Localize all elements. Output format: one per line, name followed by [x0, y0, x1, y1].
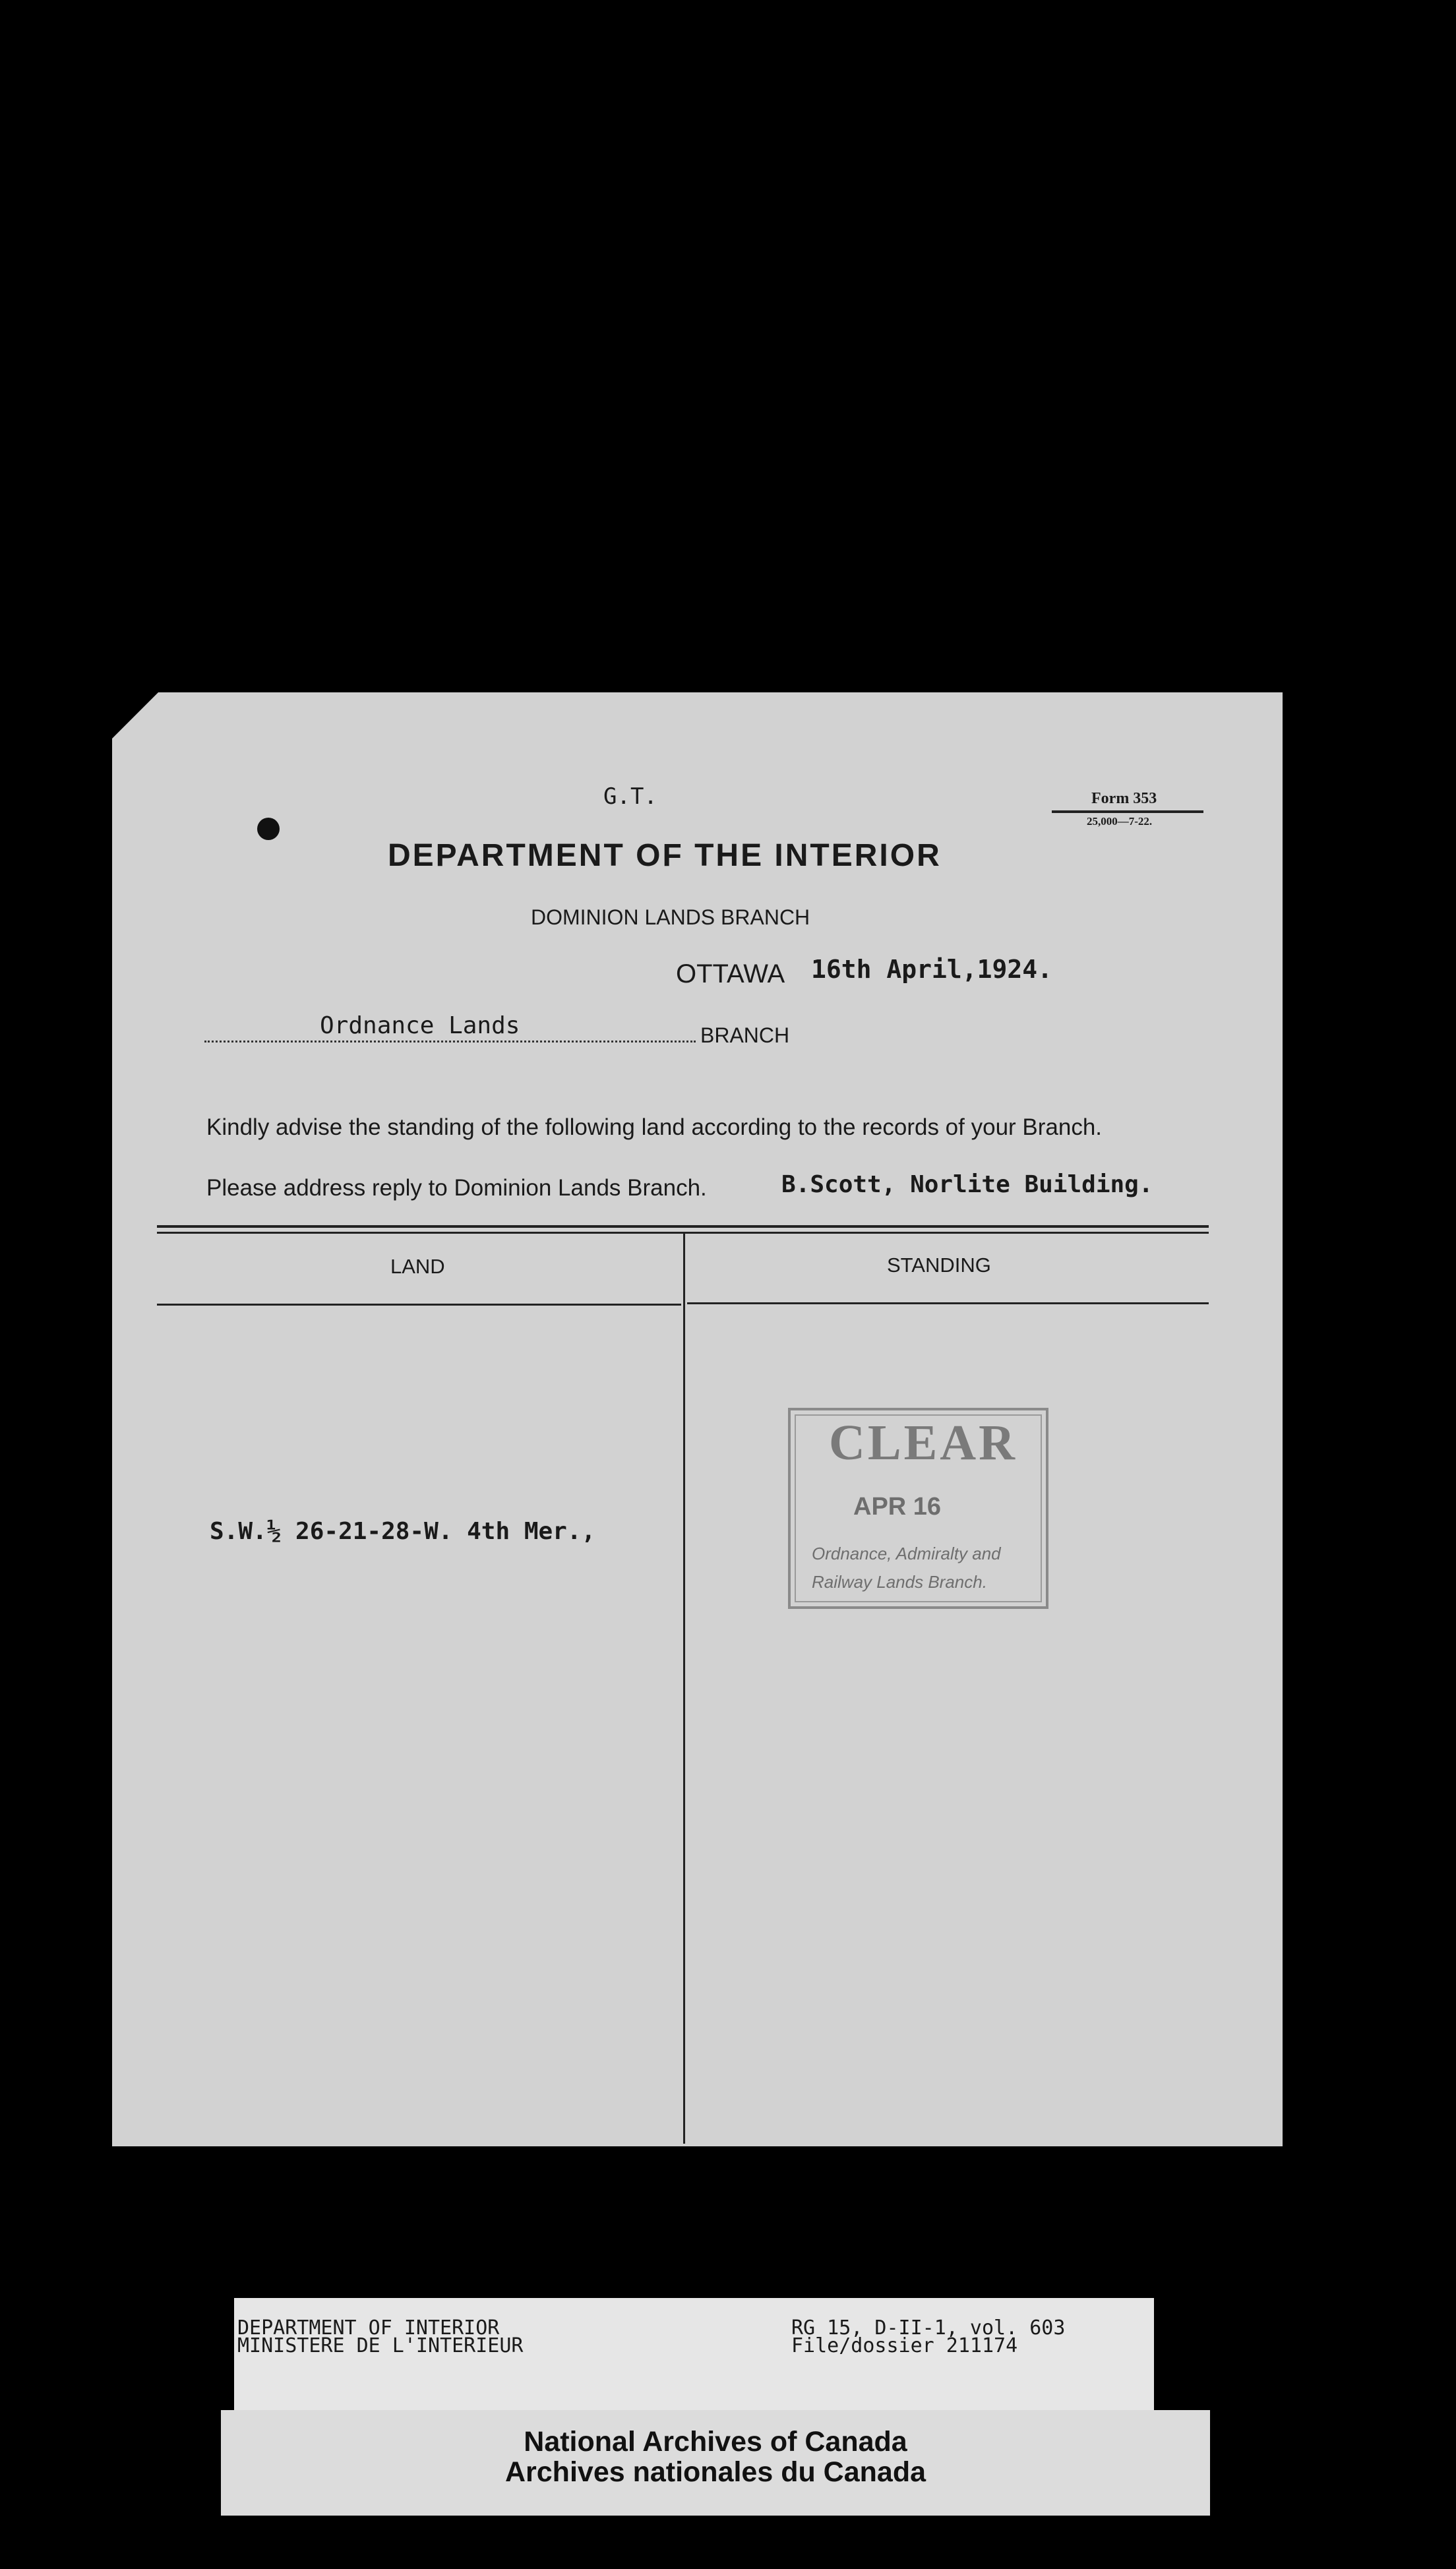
request-line: Kindly advise the standing of the following land according to the records of your Branch.: [206, 1114, 1103, 1140]
stamp-line-1: Ordnance, Admiralty and: [812, 1544, 1001, 1563]
archive-name-fr: Archives nationales du Canada: [504, 2456, 926, 2488]
reply-contact: B.Scott, Norlite Building.: [781, 1171, 1153, 1198]
branch-heading: DOMINION LANDS BRANCH: [531, 905, 810, 929]
addressee-branch: Ordnance Lands: [320, 1012, 520, 1039]
form-number: Form 353: [1091, 790, 1157, 807]
land-description: S.W.½ 26-21-28-W. 4th Mer.,: [210, 1518, 596, 1545]
stamp-line-2: Railway Lands Branch.: [812, 1572, 987, 1592]
city-label: OTTAWA: [676, 959, 785, 988]
archive-name-en: National Archives of Canada: [524, 2426, 907, 2458]
archive-footer: [221, 2410, 1210, 2516]
label-reference: RG 15, D-II-1, vol. 603: [791, 2316, 1066, 2340]
label-dept-fr: MINISTERE DE L'INTERIEUR: [237, 2334, 524, 2357]
form-number-rule: [1052, 810, 1203, 813]
label-dept-en: DEPARTMENT OF INTERIOR: [237, 2316, 500, 2340]
header-rule-left: [157, 1304, 681, 1306]
branch-label: BRANCH: [700, 1023, 790, 1047]
department-title: DEPARTMENT OF THE INTERIOR: [388, 838, 942, 873]
print-code: 25,000—7-22.: [1087, 815, 1153, 828]
label-file: File/dossier 211174: [791, 2334, 1018, 2357]
letter-date: 16th April,1924.: [811, 955, 1053, 984]
stamp-date: APR 16: [853, 1493, 942, 1521]
standing-column-header: STANDING: [887, 1254, 991, 1277]
clear-stamp: [788, 1408, 1048, 1609]
table-top-rule: [157, 1225, 1209, 1228]
land-column-header: LAND: [390, 1255, 445, 1278]
header-rule-right: [687, 1302, 1209, 1304]
stamp-status: CLEAR: [829, 1415, 1018, 1470]
reply-line: Please address reply to Dominion Lands Branch.: [206, 1175, 707, 1201]
folded-corner: [112, 692, 158, 739]
ink-spot: [257, 818, 280, 840]
addressee-dotted-line: [204, 1041, 696, 1043]
archive-reference-label: [234, 2298, 1154, 2410]
table-column-divider: [683, 1234, 685, 2144]
gt-mark: G.T.: [603, 783, 657, 810]
